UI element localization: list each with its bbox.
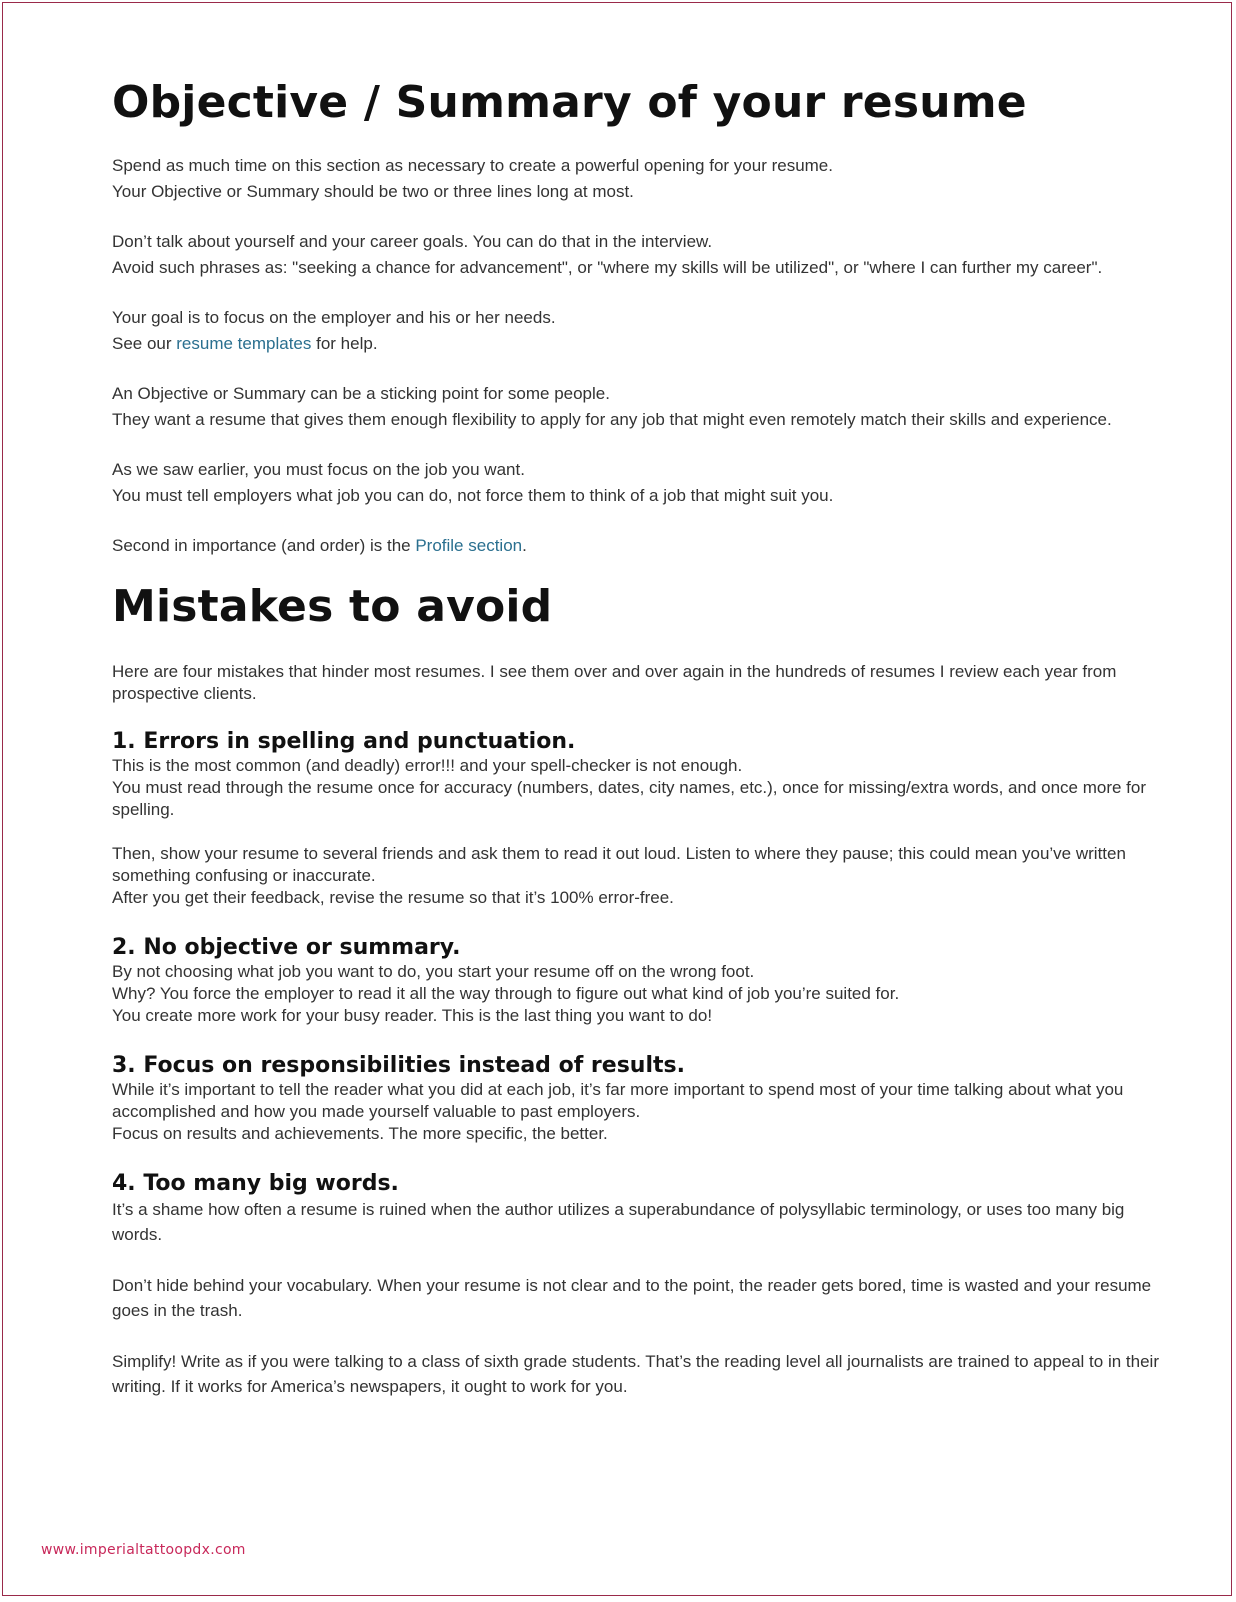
- paragraph: [112, 229, 1172, 280]
- text-line: [112, 331, 1172, 357]
- mistake-item: [112, 1171, 1172, 1400]
- text-span: Second in importance (and order) is the: [112, 536, 416, 555]
- paragraph: [112, 1349, 1172, 1400]
- paragraph: [112, 381, 1172, 432]
- text-line: Then, show your resume to several friends and ask them to read it out loud. Listen to where they pause; this could mean you’ve written something confusing or inaccurate.: [112, 843, 1126, 885]
- text-line: They want a resume that gives them enough flexibility to apply for any job that might even remotely match their skills and experience.: [112, 409, 1112, 429]
- profile-section-link[interactable]: Profile section: [415, 536, 523, 555]
- paragraph: [112, 1197, 1172, 1248]
- text-line: Don’t talk about yourself and your career goals. You can do that in the interview.: [112, 232, 713, 251]
- text-line: After you get their feedback, revise the resume so that it’s 100% error-free.: [112, 887, 674, 907]
- text-line: Why? You force the employer to read it all the way through to figure out what kind of job you’re suited for.: [112, 983, 900, 1003]
- text-line: Spend as much time on this section as necessary to create a powerful opening for your resume.: [112, 156, 833, 175]
- text-line: Focus on results and achievements. The more specific, the better.: [112, 1123, 608, 1143]
- text-line: Your Objective or Summary should be two or three lines long at most.: [112, 181, 634, 201]
- mistakes-intro: [112, 661, 1172, 705]
- mistake-item: [112, 1053, 1172, 1145]
- text-line: As we saw earlier, you must focus on the job you want.: [112, 460, 525, 479]
- watermark-url: www.imperialtattoopdx.com: [41, 1542, 246, 1558]
- text-span: for help.: [311, 333, 378, 353]
- paragraph: [112, 305, 1172, 356]
- section-title-mistakes: Mistakes to avoid: [112, 580, 553, 632]
- paragraph: [112, 457, 1172, 508]
- paragraph: [112, 755, 1172, 821]
- mistake-item: [112, 729, 1172, 909]
- text-span: .: [522, 536, 527, 555]
- resume-templates-link[interactable]: resume templates: [176, 333, 312, 353]
- text-line: This is the most common (and deadly) error!!! and your spell-checker is not enough.: [112, 755, 743, 775]
- mistake-heading: 4. Too many big words.: [112, 1170, 399, 1196]
- mistake-item: [112, 935, 1172, 1027]
- text-line: An Objective or Summary can be a sticking point for some people.: [112, 384, 610, 403]
- document-page: [2, 2, 1232, 1596]
- text-line: [112, 533, 1172, 559]
- text-line: You must tell employers what job you can do, not force them to think of a job that might suit you.: [112, 485, 834, 505]
- text-line: It’s a shame how often a resume is ruined when the author utilizes a superabundance of polysyllabic terminology, or uses too many big words.: [112, 1199, 1125, 1244]
- mistake-heading: 1. Errors in spelling and punctuation.: [112, 728, 576, 754]
- text-line: Don’t hide behind your vocabulary. When your resume is not clear and to the point, the reader gets bored, time is wasted and your resume goes in the trash.: [112, 1275, 1152, 1320]
- mistake-heading: 2. No objective or summary.: [112, 934, 461, 960]
- text-line: While it’s important to tell the reader what you did at each job, it’s far more important to spend most of your time talking about what you accomplished and how you made yourself valuable to past employers.: [112, 1079, 1124, 1121]
- text-line: Avoid such phrases as: "seeking a chance for advancement", or "where my skills will be utilized", or "where I can further my career".: [112, 257, 1103, 277]
- paragraph: [112, 1273, 1172, 1324]
- mistake-heading: 3. Focus on responsibilities instead of results.: [112, 1052, 685, 1078]
- text-span: See our: [112, 333, 177, 353]
- text-line: By not choosing what job you want to do, you start your resume off on the wrong foot.: [112, 961, 755, 981]
- text-line: Your goal is to focus on the employer and his or her needs.: [112, 308, 556, 327]
- text-line: Here are four mistakes that hinder most resumes. I see them over and over again in the hundreds of resumes I review each year from prospective clients.: [112, 661, 1117, 703]
- document-content: [112, 75, 1172, 1426]
- text-line: You must read through the resume once for accuracy (numbers, dates, city names, etc.), once for missing/extra words, and once more for spelling.: [112, 777, 1147, 819]
- section-title-objective: Objective / Summary of your resume: [112, 77, 1027, 128]
- text-line: You create more work for your busy reader. This is the last thing you want to do!: [112, 1005, 713, 1025]
- text-line: Simplify! Write as if you were talking to a class of sixth grade students. That’s the reading level all journalists are trained to appeal to in their writing. If it works for America’s newspapers, it ought to work for you.: [112, 1351, 1159, 1396]
- paragraph: [112, 533, 1172, 559]
- paragraph: [112, 153, 1172, 204]
